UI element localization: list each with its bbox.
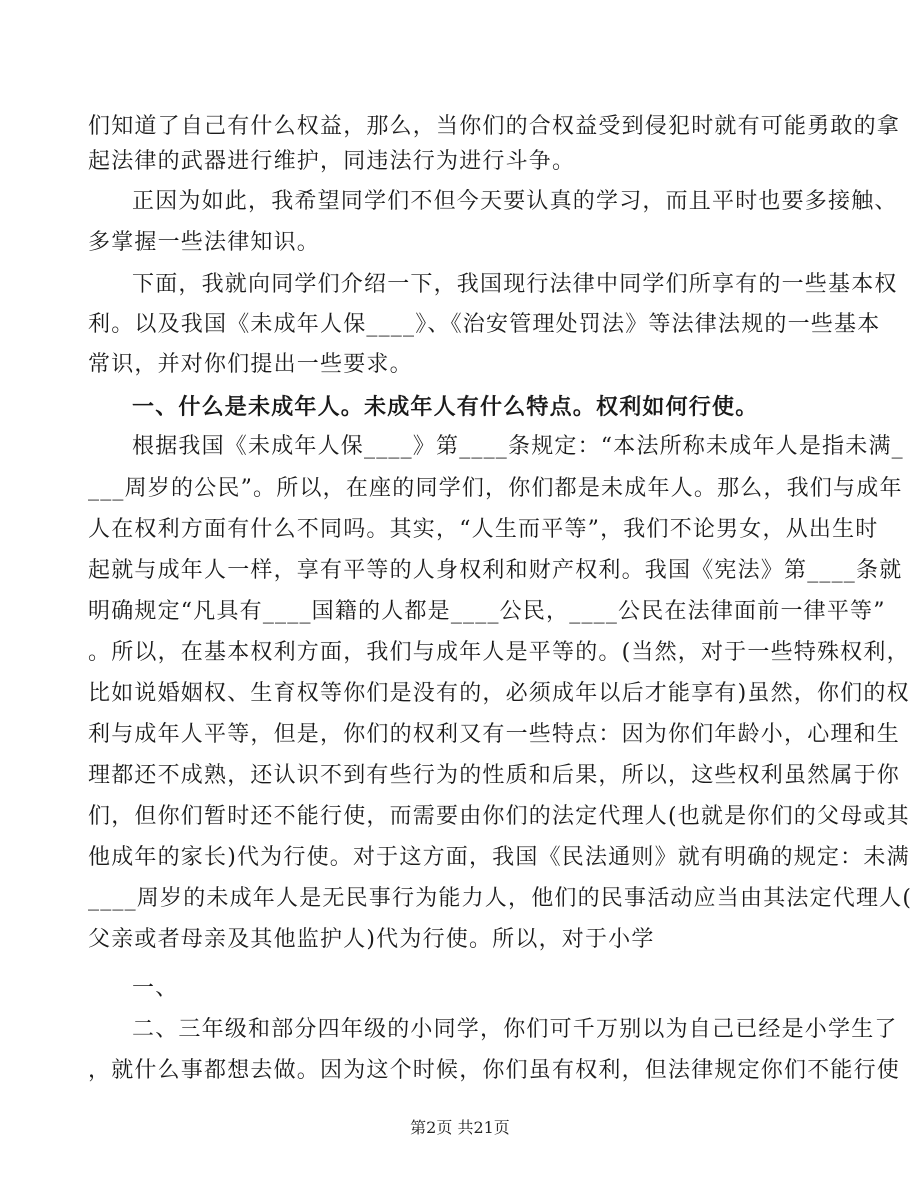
paragraph-first-line: 下面，我就向同学们介绍一下，我国现行法律中同学们所享有的一些基本权 [132, 272, 898, 297]
page-number: 第2页 共21页 [410, 1118, 510, 1137]
text-line: 明确规定“凡具有____国籍的人都是____公民，____公民在法律面前一律平等” [88, 599, 886, 624]
text-line: 他成年的家长)代为行使。对于这方面，我国《民法通则》就有明确的规定：未满 [88, 845, 910, 870]
text-line: 人在权利方面有什么不同吗。其实，“人生而平等”，我们不论男女，从出生时 [88, 517, 879, 542]
text-line: 父亲或者母亲及其他监护人)代为行使。所以，对于小学 [88, 927, 655, 952]
paragraph-first-line: 根据我国《未成年人保____》第____条规定：“本法所称未成年人是指未满_ [132, 434, 904, 459]
text-line: ____周岁的未成年人是无民事行为能力人，他们的民事活动应当由其法定代理人( [88, 886, 913, 911]
text-line: 们知道了自己有什么权益，那么，当你们的合权益受到侵犯时就有可能勇敢的拿 [88, 114, 901, 139]
list-marker: 一、 [132, 976, 179, 1001]
text-line: ___周岁的公民”。所以，在座的同学们，你们都是未成年人。那么，我们与成年 [88, 476, 903, 501]
text-line: 起就与成年人一样，享有平等的人身权利和财产权利。我国《宪法》第____条就 [88, 558, 903, 583]
text-line: ，就什么事都想去做。因为这个时候，你们虽有权利，但法律规定你们不能行使 [88, 1058, 901, 1083]
paragraph-first-line: 二、三年级和部分四年级的小同学，你们可千万别以为自己已经是小学生了 [132, 1017, 898, 1042]
text-line: 。所以，在基本权利方面，我们与成年人是平等的。(当然，对于一些特殊权利， [88, 640, 910, 665]
text-line: 多掌握一些法律知识。 [88, 230, 321, 255]
text-line: 利。以及我国《未成年人保____》、《治安管理处罚法》等法律法规的一些基本 [88, 312, 881, 337]
text-line: 比如说婚姻权、生育权等你们是没有的，必须成年以后才能享有)虽然，你们的权 [88, 681, 910, 706]
section-heading: 一、什么是未成年人。未成年人有什么特点。权利如何行使。 [132, 394, 759, 420]
text-line: 利与成年人平等，但是，你们的权利又有一些特点：因为你们年龄小，心理和生 [88, 722, 901, 747]
paragraph-first-line: 正因为如此，我希望同学们不但今天要认真的学习，而且平时也要多接触、 [132, 189, 898, 214]
text-line: 理都还不成熟，还认识不到有些行为的性质和后果，所以，这些权利虽然属于你 [88, 763, 901, 788]
text-line: 们，但你们暂时还不能行使，而需要由你们的法定代理人(也就是你们的父母或其 [88, 804, 910, 829]
text-line: 起法律的武器进行维护，同违法行为进行斗争。 [88, 149, 576, 174]
text-line: 常识，并对你们提出一些要求。 [88, 352, 413, 377]
